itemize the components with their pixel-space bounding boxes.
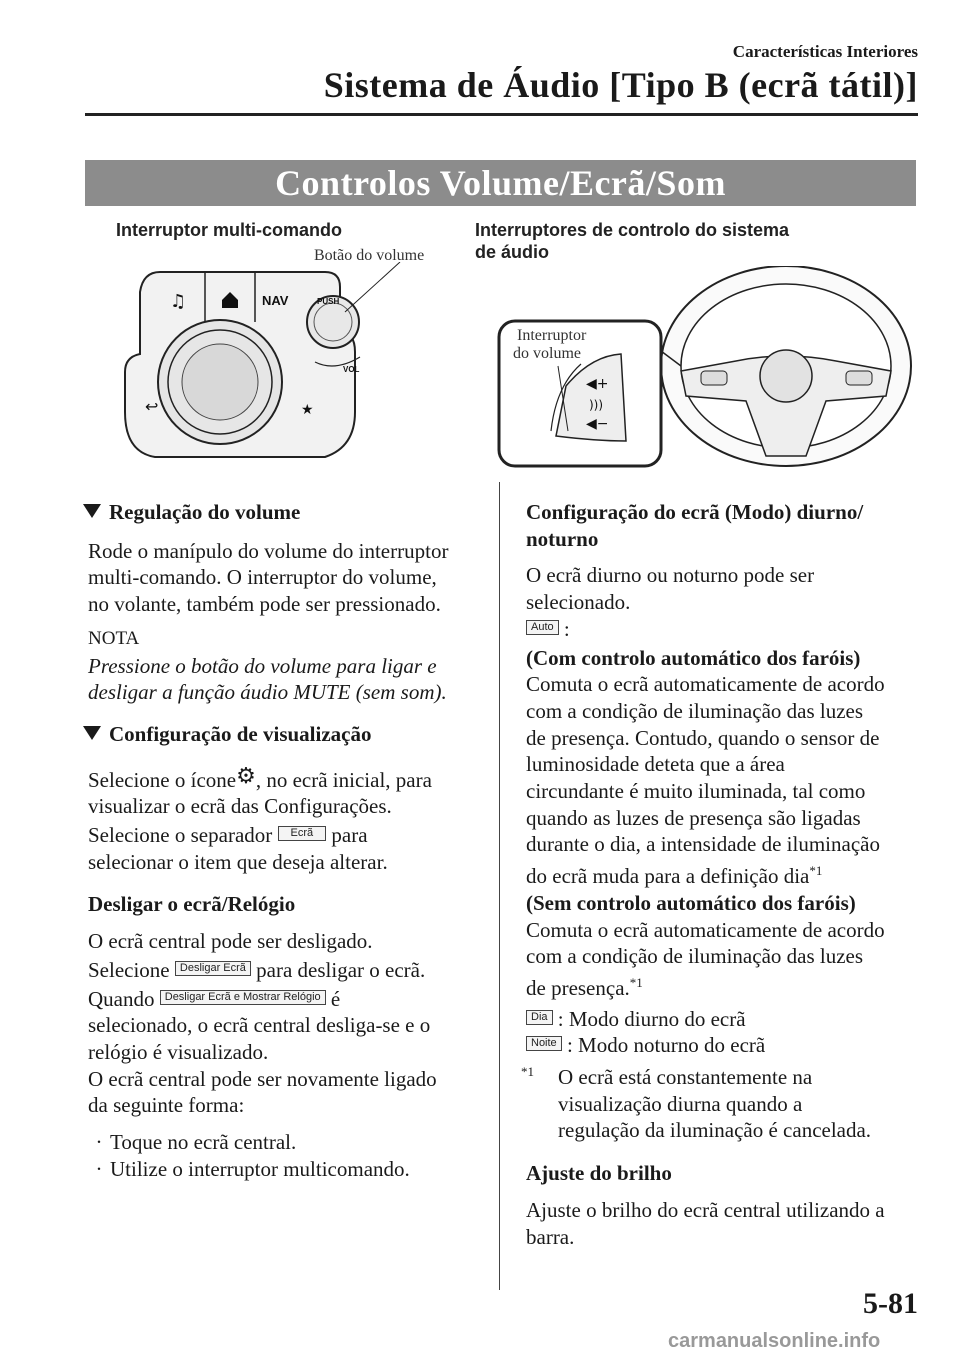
text-line: com a condição de iluminação das luzes [526, 944, 864, 969]
screen-off-heading: Desligar o ecrã/Relógio [88, 892, 296, 917]
text-line: durante o dia, a intensidade de iluminação [526, 832, 880, 857]
svg-text:★: ★ [301, 402, 314, 418]
section-triangle-icon [83, 726, 101, 740]
text-line: visualizar o ecrã das Configurações. [88, 794, 392, 819]
steering-wheel-illustration [496, 266, 916, 471]
text-line: da seguinte forma: [88, 1093, 245, 1118]
text-line: O ecrã central pode ser novamente ligado [88, 1066, 437, 1091]
text-line: O ecrã diurno ou noturno pode ser [526, 563, 815, 588]
figure-right-title-1: Interruptores de controlo do sistema [475, 220, 790, 240]
text-line: quando as luzes de presença são ligadas [526, 805, 861, 830]
without-auto-headlights-heading: (Sem controlo automático dos faróis) [526, 890, 856, 915]
column-divider [499, 482, 500, 1290]
text-line: luminosidade deteta que a área [526, 752, 785, 777]
text-line: multi-comando. O interruptor do volume, [88, 565, 437, 590]
figure-right-title-2: de áudio [475, 242, 550, 262]
page-number: 5-81 [863, 1287, 918, 1320]
display-section-heading: Configuração de visualização [83, 721, 483, 748]
footnote-line: visualização diurna quando a [558, 1091, 803, 1116]
text-line: O ecrã central pode ser desligado. [88, 929, 373, 954]
auto-option: Auto : [526, 616, 921, 643]
text-line: Rode o manípulo do volume do interruptor [88, 538, 449, 563]
text-line: Ajuste o brilho do ecrã central utilizando a [526, 1197, 885, 1222]
text-line: Selecione Desligar Ecrã para desligar o ecrã. [88, 957, 426, 982]
text-line: Quando Desligar Ecrã e Mostrar Relógio é [88, 986, 341, 1011]
mode-heading: Configuração do ecrã (Modo) diurno/ [526, 500, 864, 524]
text-line: de presença. Contudo, quando o sensor de [526, 725, 880, 750]
footnote: *1 O ecrã está constantemente na [521, 1064, 813, 1090]
svg-text:◀+: ◀+ [586, 376, 609, 392]
svg-text:◀−: ◀− [586, 416, 609, 432]
svg-text:♫: ♫ [170, 291, 187, 312]
text-line: Selecione o separador Ecrã para [88, 823, 368, 848]
chapter-category: Características Interiores [732, 42, 918, 61]
svg-text:↩: ↩ [145, 397, 159, 416]
noite-key: Noite [526, 1036, 562, 1051]
screen-off-clock-key: Desligar Ecrã e Mostrar Relógio [160, 990, 326, 1005]
volume-section-heading: Regulação do volume [83, 499, 483, 526]
screen-off-key: Desligar Ecrã [175, 961, 251, 976]
text-line: relógio é visualizado. [88, 1039, 269, 1064]
text-line: barra. [526, 1224, 575, 1249]
text-line: com a condição de iluminação das luzes [526, 698, 864, 723]
section-triangle-icon [83, 504, 101, 518]
mode-heading: noturno [526, 526, 599, 551]
text-line: Comuta o ecrã automaticamente de acordo [526, 672, 885, 697]
ecra-tab-key: Ecrã [278, 826, 327, 841]
vol-label: VOL [343, 365, 360, 374]
text-line: circundante é muito iluminada, tal como [526, 779, 866, 804]
text-line: do ecrã muda para a definição dia$^{*1}$ [526, 863, 823, 889]
noite-option: Noite : Modo noturno do ecrã [526, 1032, 921, 1059]
nav-button-label: NAV [262, 293, 289, 308]
brightness-heading: Ajuste do brilho [526, 1161, 672, 1186]
left-column [88, 499, 483, 1182]
push-label: PUSH [317, 297, 340, 306]
note-label: NOTA [88, 627, 140, 649]
text-line: Selecione o ícone⚙, no ecrã inicial, para [88, 763, 432, 792]
right-column [521, 499, 921, 1250]
text-line: Comuta o ecrã automaticamente de acordo [526, 917, 885, 942]
figure-right-callout-1: Interruptor [517, 327, 587, 344]
figure-right-callout-2: do volume [513, 345, 581, 362]
with-auto-headlights-heading: (Com controlo automático dos faróis) [526, 645, 861, 670]
text-line: selecionar o item que deseja alterar. [88, 849, 388, 874]
page-title-banner: Controlos Volume/Ecrã/Som [85, 160, 916, 206]
text-line: selecionado. [526, 590, 631, 615]
figure-left-callout: Botão do volume [314, 247, 425, 264]
list-item: · Toque no ecrã central. [95, 1130, 297, 1155]
text-line: no volante, também pode ser pressionado. [88, 592, 441, 617]
text-line: de presença.$^{*1}$ [526, 974, 643, 1000]
watermark: carmanualsonline.info [668, 1330, 881, 1352]
svg-text:))): ))) [589, 398, 604, 412]
footnote-line: regulação da iluminação é cancelada. [558, 1118, 872, 1143]
list-item: · Utilize o interruptor multicomando. [95, 1156, 410, 1181]
note-line: desligar a função áudio MUTE (sem som). [88, 680, 447, 705]
figure-left-title: Interruptor multi-comando [116, 220, 342, 240]
multi-command-switch-illustration [115, 262, 465, 467]
header-rule [85, 113, 918, 116]
note-line: Pressione o botão do volume para ligar e [88, 653, 437, 678]
auto-key: Auto [526, 620, 559, 635]
dia-key: Dia [526, 1010, 553, 1025]
text-line: selecionado, o ecrã central desliga-se e o [88, 1013, 431, 1038]
section-title: Sistema de Áudio [Tipo B (ecrã tátil)] [323, 65, 918, 105]
dia-option: Dia : Modo diurno do ecrã [526, 1006, 921, 1033]
settings-gear-icon: ⚙ [236, 763, 256, 789]
